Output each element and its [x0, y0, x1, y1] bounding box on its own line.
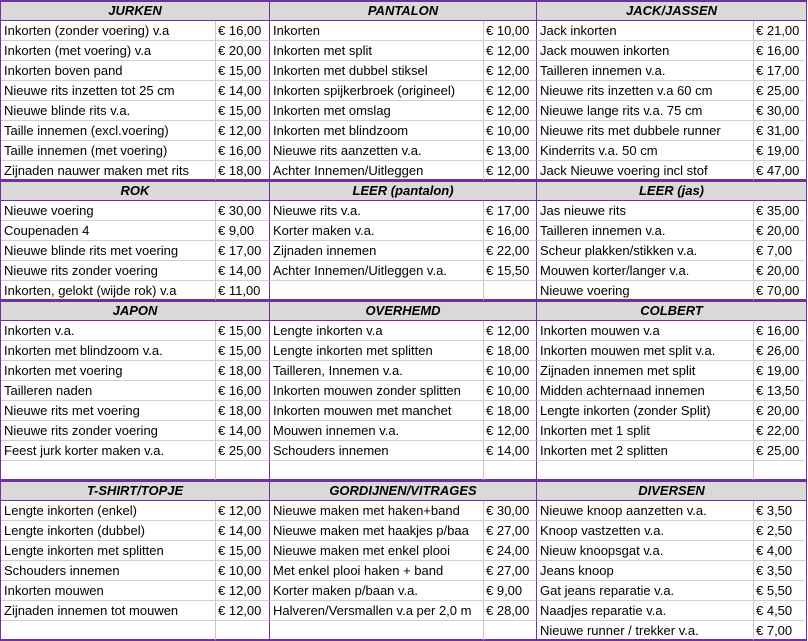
item-description: Knoop vastzetten v.a.	[537, 521, 754, 541]
item-description: Inkorten met split	[270, 41, 484, 61]
item-description	[537, 461, 754, 481]
item-price: € 4,50	[754, 601, 807, 621]
item-description: Feest jurk korter maken v.a.	[1, 441, 216, 461]
item-price: € 70,00	[754, 281, 807, 301]
section-header-pantalon: PANTALON	[270, 1, 537, 21]
item-description: Tailleren naden	[1, 381, 216, 401]
item-price: € 27,00	[484, 521, 537, 541]
item-description: Inkorten, gelokt (wijde rok) v.a	[1, 281, 216, 301]
item-description: Naadjes reparatie v.a.	[537, 601, 754, 621]
item-price: € 30,00	[754, 101, 807, 121]
item-price	[484, 621, 537, 641]
item-price: € 16,00	[484, 221, 537, 241]
item-description: Inkorten mouwen zonder splitten	[270, 381, 484, 401]
item-price: € 9,00	[216, 221, 270, 241]
item-price: € 28,00	[484, 601, 537, 621]
item-price: € 26,00	[754, 341, 807, 361]
item-price: € 12,00	[484, 41, 537, 61]
item-price: € 18,00	[216, 401, 270, 421]
item-description: Korter maken p/baan v.a.	[270, 581, 484, 601]
item-price: € 15,00	[216, 101, 270, 121]
item-price: € 3,50	[754, 561, 807, 581]
item-price: € 13,00	[484, 141, 537, 161]
item-description: Nieuwe knoop aanzetten v.a.	[537, 501, 754, 521]
item-price: € 25,00	[754, 81, 807, 101]
item-price: € 20,00	[754, 221, 807, 241]
item-description: Nieuwe rits met voering	[1, 401, 216, 421]
item-price	[216, 461, 270, 481]
item-price: € 14,00	[216, 421, 270, 441]
item-price: € 16,00	[216, 21, 270, 41]
item-description: Jack mouwen inkorten	[537, 41, 754, 61]
item-description: Zijnaden innemen tot mouwen	[1, 601, 216, 621]
item-description: Lengte inkorten v.a	[270, 321, 484, 341]
item-description: Halveren/Versmallen v.a per 2,0 m	[270, 601, 484, 621]
section-header-japon: JAPON	[1, 301, 270, 321]
item-price: € 2,50	[754, 521, 807, 541]
section-header-leer-pantalon: LEER (pantalon)	[270, 181, 537, 201]
item-price: € 3,50	[754, 501, 807, 521]
item-price: € 25,00	[754, 441, 807, 461]
item-price: € 19,00	[754, 141, 807, 161]
item-description: Nieuwe voering	[537, 281, 754, 301]
item-description	[1, 621, 216, 641]
section-header-rok: ROK	[1, 181, 270, 201]
item-description: Gat jeans reparatie v.a.	[537, 581, 754, 601]
item-description: Zijnaden nauwer maken met rits	[1, 161, 216, 181]
item-price: € 16,00	[754, 321, 807, 341]
item-description: Lengte inkorten met splitten	[1, 541, 216, 561]
item-description: Inkorten met 1 split	[537, 421, 754, 441]
item-description: Inkorten	[270, 21, 484, 41]
item-price: € 15,50	[484, 261, 537, 281]
item-price: € 12,00	[216, 601, 270, 621]
item-price	[484, 461, 537, 481]
item-price: € 20,00	[216, 41, 270, 61]
item-price: € 18,00	[484, 341, 537, 361]
item-price: € 9,00	[484, 581, 537, 601]
section-header-jurken: JURKEN	[1, 1, 270, 21]
item-price: € 15,00	[216, 341, 270, 361]
item-price: € 12,00	[484, 321, 537, 341]
item-description: Inkorten spijkerbroek (origineel)	[270, 81, 484, 101]
item-price: € 30,00	[216, 201, 270, 221]
item-description	[270, 461, 484, 481]
item-description: Nieuwe rits inzetten v.a 60 cm	[537, 81, 754, 101]
item-price: € 17,00	[754, 61, 807, 81]
item-price: € 7,00	[754, 621, 807, 641]
item-price: € 25,00	[216, 441, 270, 461]
item-price: € 12,00	[216, 121, 270, 141]
item-price: € 10,00	[484, 21, 537, 41]
item-price: € 14,00	[216, 261, 270, 281]
item-price: € 12,00	[484, 81, 537, 101]
item-description: Jack inkorten	[537, 21, 754, 41]
item-price: € 20,00	[754, 261, 807, 281]
item-price: € 31,00	[754, 121, 807, 141]
item-description: Inkorten mouwen met manchet	[270, 401, 484, 421]
item-price: € 24,00	[484, 541, 537, 561]
section-header-gordijnen-vitrages: GORDIJNEN/VITRAGES	[270, 481, 537, 501]
item-description: Inkorten mouwen met split v.a.	[537, 341, 754, 361]
item-description: Inkorten mouwen v.a	[537, 321, 754, 341]
item-description: Taille innemen (excl.voering)	[1, 121, 216, 141]
item-description: Korter maken v.a.	[270, 221, 484, 241]
item-price: € 12,00	[484, 61, 537, 81]
item-description: Lengte inkorten met splitten	[270, 341, 484, 361]
item-description: Zijnaden innemen	[270, 241, 484, 261]
item-description: Inkorten (met voering) v.a	[1, 41, 216, 61]
item-price: € 12,00	[216, 501, 270, 521]
item-description: Scheur plakken/stikken v.a.	[537, 241, 754, 261]
item-description: Tailleren innemen v.a.	[537, 61, 754, 81]
item-price: € 16,00	[754, 41, 807, 61]
item-description: Inkorten met 2 splitten	[537, 441, 754, 461]
item-price: € 10,00	[484, 361, 537, 381]
item-description: Nieuwe rits v.a.	[270, 201, 484, 221]
item-price: € 12,00	[484, 421, 537, 441]
section-header-colbert: COLBERT	[537, 301, 807, 321]
item-description: Nieuwe maken met enkel plooi	[270, 541, 484, 561]
item-price: € 20,00	[754, 401, 807, 421]
item-description: Inkorten (zonder voering) v.a	[1, 21, 216, 41]
section-header-jack-jassen: JACK/JASSEN	[537, 1, 807, 21]
item-price: € 10,00	[216, 561, 270, 581]
item-price: € 11,00	[216, 281, 270, 301]
item-description	[270, 621, 484, 641]
item-price: € 12,00	[484, 161, 537, 181]
item-price: € 22,00	[754, 421, 807, 441]
item-description: Nieuwe rits zonder voering	[1, 261, 216, 281]
item-description: Kinderrits v.a. 50 cm	[537, 141, 754, 161]
section-header-diversen: DIVERSEN	[537, 481, 807, 501]
item-price: € 17,00	[216, 241, 270, 261]
item-price: € 35,00	[754, 201, 807, 221]
item-price: € 18,00	[484, 401, 537, 421]
item-description: Inkorten v.a.	[1, 321, 216, 341]
item-description: Nieuwe blinde rits met voering	[1, 241, 216, 261]
item-description: Lengte inkorten (enkel)	[1, 501, 216, 521]
item-description: Inkorten met dubbel stiksel	[270, 61, 484, 81]
item-description: Schouders innemen	[1, 561, 216, 581]
section-header-leer-jas: LEER (jas)	[537, 181, 807, 201]
item-description: Tailleren innemen v.a.	[537, 221, 754, 241]
item-description: Mouwen innemen v.a.	[270, 421, 484, 441]
item-price	[484, 281, 537, 301]
item-description: Achter Innemen/Uitleggen	[270, 161, 484, 181]
item-price: € 15,00	[216, 541, 270, 561]
item-price	[216, 621, 270, 641]
item-price: € 17,00	[484, 201, 537, 221]
item-description: Nieuw knoopsgat v.a.	[537, 541, 754, 561]
item-price: € 16,00	[216, 141, 270, 161]
item-description: Nieuwe maken met haakjes p/baa	[270, 521, 484, 541]
item-price: € 30,00	[484, 501, 537, 521]
item-price: € 5,50	[754, 581, 807, 601]
item-description: Zijnaden innemen met split	[537, 361, 754, 381]
item-description: Inkorten met omslag	[270, 101, 484, 121]
item-description: Taille innemen (met voering)	[1, 141, 216, 161]
item-price: € 14,00	[484, 441, 537, 461]
item-price: € 12,00	[484, 101, 537, 121]
item-description: Nieuwe rits met dubbele runner	[537, 121, 754, 141]
item-description: Inkorten met blindzoom v.a.	[1, 341, 216, 361]
item-description: Jeans knoop	[537, 561, 754, 581]
item-price: € 16,00	[216, 381, 270, 401]
item-price: € 15,00	[216, 61, 270, 81]
item-price: € 13,50	[754, 381, 807, 401]
item-description: Nieuwe maken met haken+band	[270, 501, 484, 521]
item-price: € 22,00	[484, 241, 537, 261]
item-description: Achter Innemen/Uitleggen v.a.	[270, 261, 484, 281]
item-price: € 19,00	[754, 361, 807, 381]
item-description: Nieuwe rits aanzetten v.a.	[270, 141, 484, 161]
item-description: Nieuwe blinde rits v.a.	[1, 101, 216, 121]
item-price: € 14,00	[216, 81, 270, 101]
item-description	[1, 461, 216, 481]
item-description: Nieuwe rits inzetten tot 25 cm	[1, 81, 216, 101]
item-price: € 21,00	[754, 21, 807, 41]
item-description: Jack Nieuwe voering incl stof	[537, 161, 754, 181]
item-description: Midden achternaad innemen	[537, 381, 754, 401]
item-description: Schouders innemen	[270, 441, 484, 461]
item-price: € 18,00	[216, 161, 270, 181]
item-description: Inkorten boven pand	[1, 61, 216, 81]
item-description: Jas nieuwe rits	[537, 201, 754, 221]
section-header-overhemd: OVERHEMD	[270, 301, 537, 321]
item-description: Inkorten mouwen	[1, 581, 216, 601]
item-description: Coupenaden 4	[1, 221, 216, 241]
item-price: € 4,00	[754, 541, 807, 561]
item-description: Inkorten met voering	[1, 361, 216, 381]
item-price: € 12,00	[216, 581, 270, 601]
item-price: € 14,00	[216, 521, 270, 541]
item-price: € 10,00	[484, 381, 537, 401]
item-description: Tailleren, Innemen v.a.	[270, 361, 484, 381]
item-description: Lengte inkorten (zonder Split)	[537, 401, 754, 421]
item-description: Nieuwe lange rits v.a. 75 cm	[537, 101, 754, 121]
item-price	[754, 461, 807, 481]
item-price: € 27,00	[484, 561, 537, 581]
item-price: € 47,00	[754, 161, 807, 181]
item-price: € 7,00	[754, 241, 807, 261]
item-price: € 10,00	[484, 121, 537, 141]
item-description: Nieuwe runner / trekker v.a.	[537, 621, 754, 641]
item-description: Nieuwe rits zonder voering	[1, 421, 216, 441]
item-description: Inkorten met blindzoom	[270, 121, 484, 141]
item-price: € 15,00	[216, 321, 270, 341]
item-description	[270, 281, 484, 301]
item-price: € 18,00	[216, 361, 270, 381]
item-description: Nieuwe voering	[1, 201, 216, 221]
item-description: Lengte inkorten (dubbel)	[1, 521, 216, 541]
item-description: Mouwen korter/langer v.a.	[537, 261, 754, 281]
section-header-t-shirt-topje: T-SHIRT/TOPJE	[1, 481, 270, 501]
item-description: Met enkel plooi haken + band	[270, 561, 484, 581]
